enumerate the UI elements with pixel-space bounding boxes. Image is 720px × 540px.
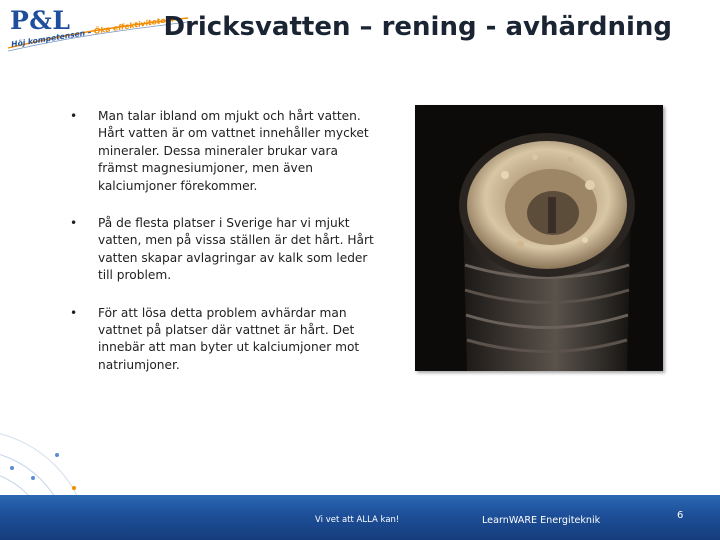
footer-brand: LearnWARE Energiteknik <box>482 515 601 526</box>
scaled-pipe-photo <box>415 105 663 371</box>
bullet-item <box>70 108 380 195</box>
page-number: 6 <box>677 510 684 521</box>
logo-wordmark: P&L <box>10 6 71 35</box>
pipe-illustration <box>415 105 663 371</box>
logo-tagline-part2: Öka effektiviteten! <box>93 14 175 36</box>
bullet-list <box>70 108 380 394</box>
bullet-text: För att lösa detta problem avhärdar man vattnet på platser där vattnet är hårt. Det innebär att man byter ut kalciumjoner mot natriumjoner. <box>98 305 360 372</box>
bullet-marker: • <box>70 216 78 231</box>
bullet-text: Man talar ibland om mjukt och hårt vatten. Hårt vatten är om vattnet innehåller mycket mineraler. Dessa mineraler brukar vara främst magnesiumjoner, men även kalciumjoner förekommer. <box>98 109 369 193</box>
footer-motto: Vi vet att ALLA kan! <box>315 515 400 525</box>
bullet-marker: • <box>70 109 78 123</box>
bullet-item <box>70 215 380 285</box>
bullet-text: På de flesta platser i Sverige har vi mjukt vatten, men på vissa ställen är det hårt. Hårt vatten skapar avlagringar av kalk som leder till problem. <box>98 216 374 283</box>
slide-title: Dricksvatten – rening - avhärdning <box>163 12 672 42</box>
bullet-marker: • <box>70 305 78 320</box>
logo-tagline-part1: Höj kompetensen – <box>10 27 95 49</box>
bullet-item <box>70 305 380 375</box>
